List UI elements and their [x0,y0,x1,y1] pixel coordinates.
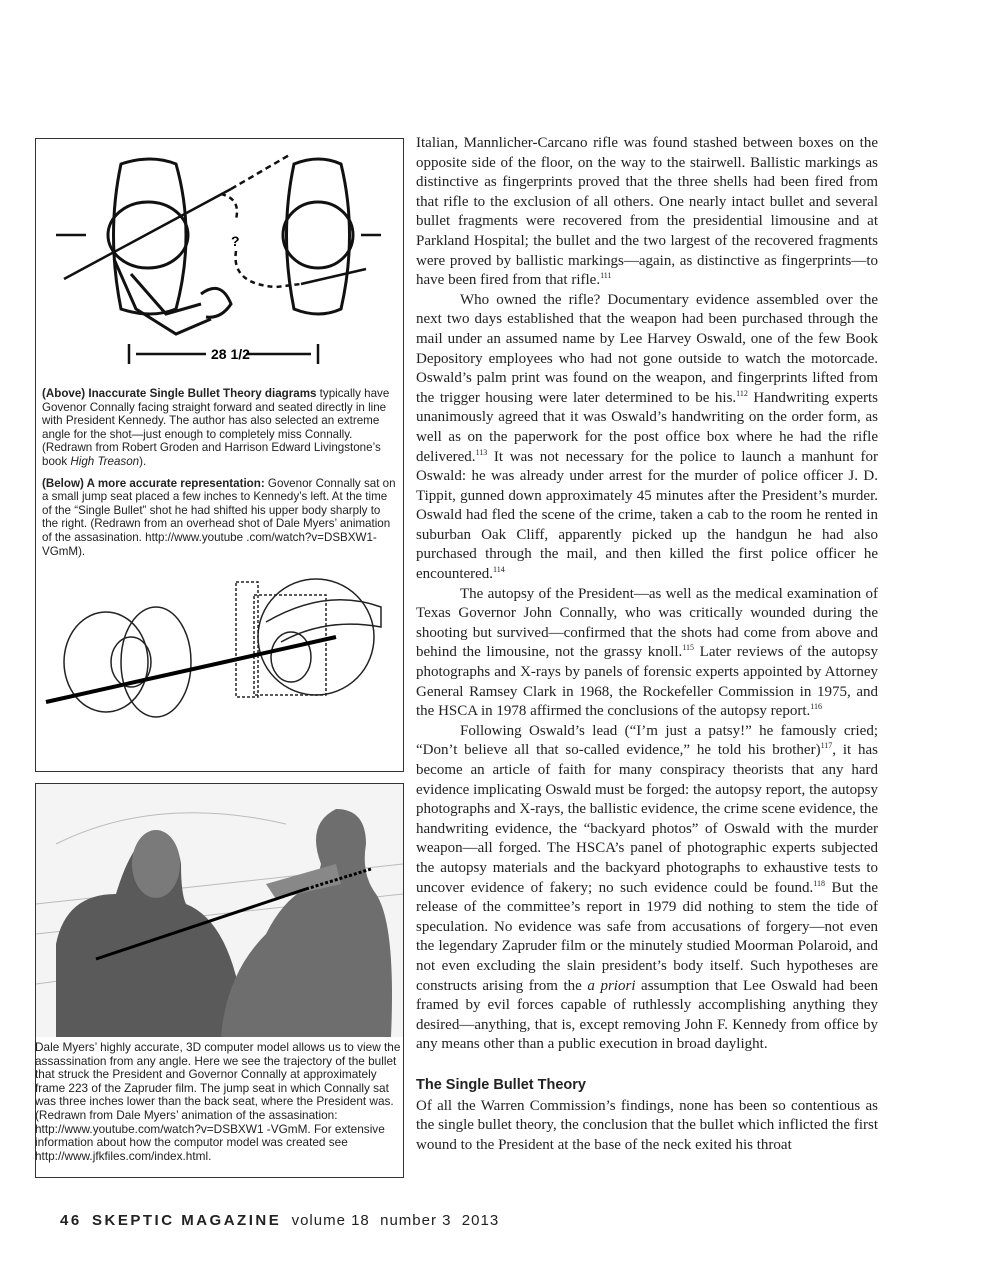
inaccurate-diagram [36,139,403,379]
footnote-ref: 114 [493,565,505,575]
paragraph [416,722,878,1055]
page-number: 46 [60,1212,82,1229]
text: But the release of the committee’s report in 1979 did nothing to stem the tide of speculation. No evidence was safe from accusations of forgery—not even the legendary Zapruder film or the minutely studied Moorman Polaroid, and not even excluding the slain president’s body itself. Such hypotheses are constructs arising from the [416,879,879,994]
magazine-name: SKEPTIC MAGAZINE [92,1212,282,1229]
text: Handwriting experts unanimously agreed that it was Oswald’s handwriting on the order form, as well as on the paperwork for the post office box where he had the rifle delivered. [416,389,878,465]
text: Italian, Mannlicher-Carcano rifle was found stashed between boxes on the opposite side of the floor, on the way to the stairwell. Ballistic markings as distinctive as fingerprints proved that the three shells had been fired from that rifle to the exclusion of all others. One nearly intact bullet and several bullet fragments were recovered from the presidential limousine and at Parkland Hospital; the bullet and the two largest of the recovered fragments were proved by ballistic markings—again, as distinctive as fingerprints—to have been fired from that rifle. [416,135,878,289]
text: Who owned the rifle? Documentary evidence assembled over the next two days established that the weapon had been purchased through the mail under an assumed name by Lee Harvey Oswald, one of the few Book Depository employees who had not gone outside to watch the motorcade. Oswald’s palm print was found on the weapon, and fingerprints lifted from the trigger housing were later determined to be his. [416,291,878,406]
issue-info: volume 18 number 3 2013 [291,1212,500,1229]
figure-bottom [35,783,404,1178]
caption-top [42,387,398,566]
caption-bottom: Dale Myers’ highly accurate, 3D computer model allows us to view the assassination from any angle. Here we see the trajectory of the bullet that struck the President and Governor Connally at approximately frame 223 of the Zapruder film. The jump seat in which Connally sat was three inches lower than the back seat, where the President was. (Redrawn from Dale Myers’ animation of the assasination: http://www.youtube.com/watch?v=DSBXW1 -VGmM. For extensive information about how the computor model was created see http://www.jfkfiles.com/index.html. [35,1040,401,1163]
distance-label: 28 1/2 [211,346,250,362]
text: Later reviews of the autopsy photographs and X-rays by panels of forensic experts appointed by Attorney General Ramsey Clark in 1968, the Rockefeller Commission in 1975, and the HSCA in 1978 affirmed the conclusions of the autopsy report. [416,644,878,720]
paragraph [416,291,878,585]
footnote-ref: 112 [736,388,748,398]
article-body [416,134,878,1155]
footnote-ref: 117 [820,741,833,751]
footnote-ref: 118 [813,878,825,888]
footnote-ref: 113 [475,447,488,457]
caption-above-text: typically have Govenor Connally facing straight forward and seated directly in line with President Kennedy. The author has also selected an extreme angle for the shot—just enough to completely miss Connally. (Redrawn from Robert Groden and Harrison Edward Livingstone’s book [42,387,390,468]
page-footer [60,1212,499,1229]
italic-text: a priori [587,977,636,994]
book-title: High Treason [70,454,140,468]
text: , it has become an article of faith for many conspiracy theorists that any hard evidence implicating Oswald must be forged: the autopsy report, the autopsy photographs and X-rays, the ballistic evidence, the crime scene evidence, the handwriting evidence, the “backyard photos” of Oswald with the murder weapon—all forged. The HSCA’s panel of photographic experts subjected the autopsy materials and the backyard photographs to exhaustive tests to uncover evidence of fakery; no such evidence could be found. [416,742,878,896]
paragraph: Of all the Warren Commission’s findings, none has been so contentious as the single bullet theory, the conclusion that the bullet which inflicted the first wound to the President at the base of the neck exited his throat [416,1097,878,1153]
footnote-ref: 116 [810,702,822,712]
caption-above-end: ). [139,454,147,468]
caption-above-bold: (Above) Inaccurate Single Bullet Theory diagrams [42,387,317,400]
3d-model-render [36,784,403,1037]
caption-below-text: Govenor Connally sat on a small jump seat placed a few inches to Kennedy’s left. At the time of the “Single Bullet” shot he had shifted his upper body sharply to the right. (Redrawn from an overhead shot of Dale Myers’ animation of the assasination. http://www.youtube .com/watch?v=DSBXW1-VGmM). [42,476,396,558]
footnote-ref: 111 [600,271,612,281]
paragraph [416,134,878,291]
text: assumption that Lee Oswald had been framed by evil forces capable of ruthlessly accomplishing anything they desired—anything, that is, except removing John F. Kennedy from office by any means other than a public execution in broad daylight. [416,977,878,1053]
question-mark-label: ? [231,233,240,249]
text: Following Oswald’s lead (“I’m just a patsy!” he famously cried; “Don’t believe all that so-called evidence,” he told his brother) [416,722,878,759]
section-heading: The Single Bullet Theory [416,1076,586,1093]
figure-top [35,138,404,772]
caption-below-bold: (Below) A more accurate representation: [42,476,265,490]
text: It was not necessary for the police to launch a manhunt for Oswald: he was already under arrest for the murder of police officer J. D. Tippit, gunned down approximately 45 minutes after the President’s murder. Oswald had fled the scene of the crime, taken a cab to the room he rented in suburban Oak Cliff, apparently picked up the handgun he had also purchased through the mail, and then killed the first police officer he encountered. [416,448,878,583]
footnote-ref: 115 [682,643,695,653]
paragraph [416,585,878,722]
overhead-diagram [36,577,403,777]
text: The autopsy of the President—as well as the medical examination of Texas Governor John Connally, who was critically wounded during the shooting but survived—confirmed that the shots had come from above and behind the limousine, not the grassy knoll. [416,585,878,661]
